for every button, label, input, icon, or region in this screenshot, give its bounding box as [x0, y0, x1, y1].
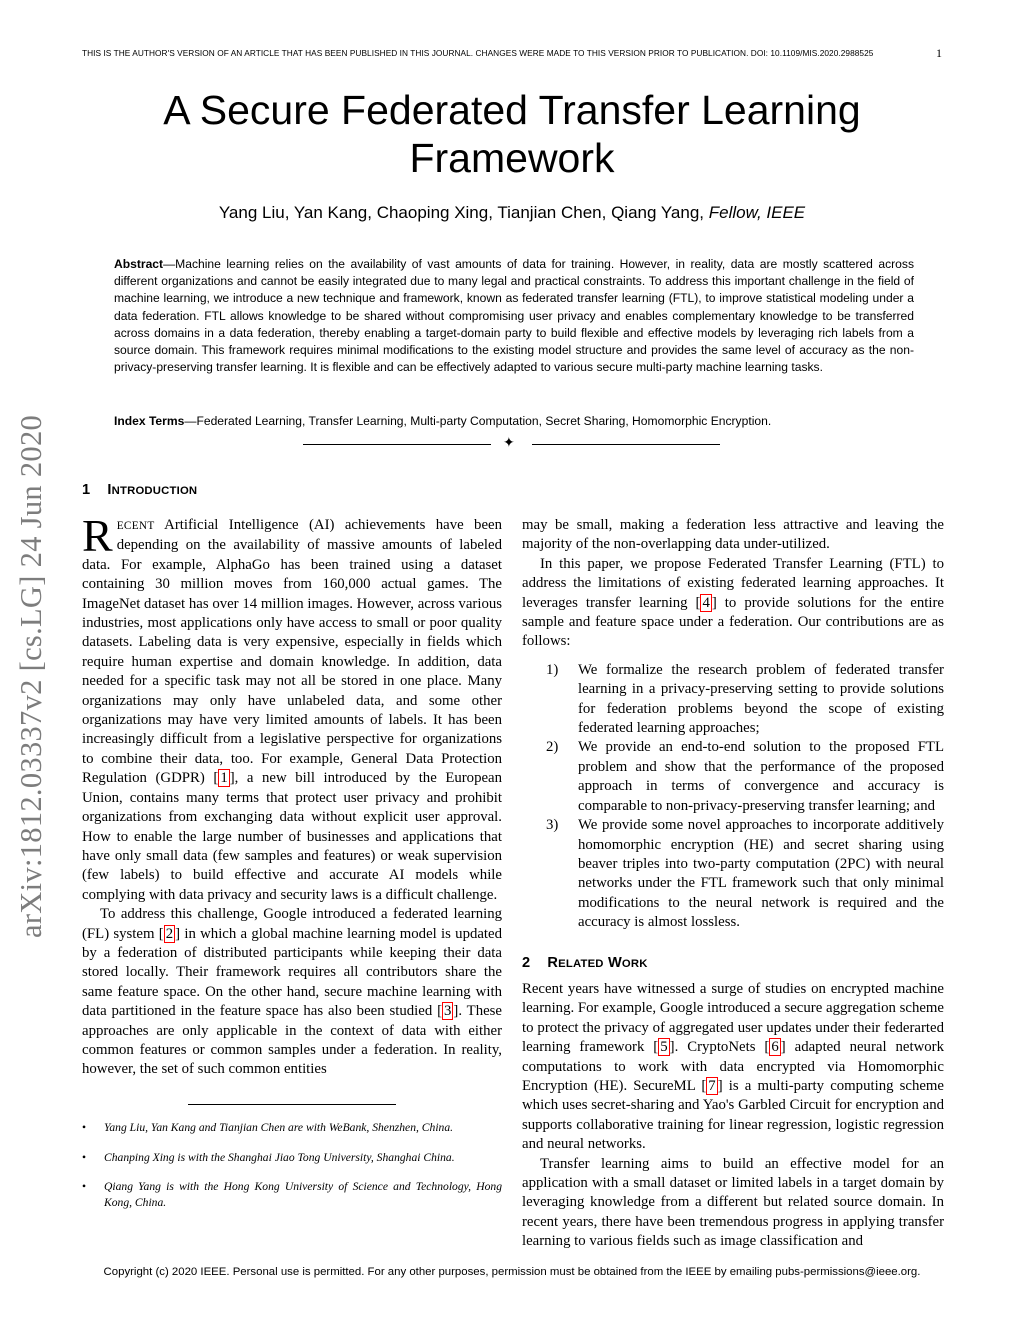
contribution-item: [522, 661, 944, 739]
footnote-text: Chanping Xing is with the Shanghai Jiao Tong University, Shanghai China.: [104, 1150, 455, 1164]
index-terms: [114, 413, 914, 430]
section-2-number: 2: [522, 955, 531, 971]
related-work-text: [522, 980, 944, 1252]
contribution-text: We formalize the research problem of federated transfer learning in a privacy-preserving setting to provide solutions for federation problems beyond the scope of existing federated learning approaches;: [578, 661, 944, 737]
citation-link-4[interactable]: 4: [702, 594, 710, 611]
intro-paragraph-4: In this paper, we propose Federated Transfer Learning (FTL) to address the limitations of existing federated learning approaches. It leverages transfer learning [ 4 ] to provide solutions for the entire sample and feature space under a federation. Our contributions are as follows:: [522, 555, 944, 650]
index-terms-text: —Federated Learning, Transfer Learning, Multi-party Computation, Secret Sharing, Homomorphic Encryption.: [184, 414, 772, 428]
citation-link-3[interactable]: 3: [444, 1003, 452, 1020]
bullet-icon: •: [82, 1150, 87, 1164]
related-p1-text-b: . CryptoNets: [674, 1039, 765, 1056]
related-p1-text-d: is a multi-party computing scheme which uses secret-sharing and Yao's Garbled Circuit for encryption and supports collaborative training for linear regression, logistic regression and neural networks.: [522, 1078, 945, 1153]
intro-paragraph-2: To address this challenge, Google introduced a federated learning (FL) system [ 2 ] in which a global machine learning model is updated by a federation of distributed participants while keeping their data stored locally. Their framework requires all contributors share the same feature space. On the other hand, secure machine learning with data partitioned in the feature space has also been studied [ 3 ]. These approaches are only applicable in the context of data with either common features or common samples under a federation. In reality, however, the set of such common entities: [82, 906, 503, 1078]
intro-paragraph-3: may be small, making a federation less attractive and leaving the majority of the non-overlapping data under-utilized.: [522, 517, 944, 553]
intro-p2-text-c: . These approaches are only applicable in the context of data with either common features or common samples under a federation. In reality, however, the set of such common entities: [82, 1003, 502, 1078]
citation-link-5[interactable]: 5: [660, 1039, 668, 1056]
contribution-number: 3): [546, 817, 559, 834]
paper-title: A Secure Federated Transfer Learning Framework: [163, 87, 861, 181]
citation-link-1[interactable]: 1: [220, 770, 228, 787]
footnote-item: [82, 1179, 502, 1210]
contribution-list: [522, 661, 944, 933]
intro-p1-text-b: , a new bill introduced by the European Union, contains many terms that protect user privacy and prohibit organizations from exchanging data without explicit user approval. How to enable the large number of businesses and applications that have only small data (few samples and features) or weak supervision (few labels) to build effective and accurate AI models while complying with data privacy and security laws is a difficult challenge.: [82, 770, 503, 903]
related-paragraph-1: Recent years have witnessed a surge of studies on encrypted machine learning. For example, Google introduced a secure aggregation scheme to protect the privacy of aggregated user updates under their federarted learning framework [ 5 ]. CryptoNets [ 6 ] adapted neural network computations to work with data encrypted via Homomorphic Encryption (HE). SecureML [ 7 ] is a multi-party computing scheme which uses secret-sharing and Yao's Garbled Circuit for encryption and supports collaborative training for linear regression, logistic regression and neural networks.: [522, 981, 945, 1153]
author-list: [112, 203, 912, 223]
arxiv-identifier: arXiv:1812.03337v2 [cs.LG] 24 Jun 2020: [14, 414, 48, 938]
citation-link-6[interactable]: 6: [771, 1039, 779, 1056]
page-number: 1: [936, 46, 942, 60]
intro-p4-text-a: In this paper, we propose Federated Transfer Learning (FTL) to address the limitations of existing federated learning approaches. It leverages transfer learning: [522, 555, 944, 611]
contribution-number: 1): [546, 661, 559, 678]
section-2-title-rest-2: ORK: [621, 958, 648, 970]
citation-link-2[interactable]: 2: [165, 925, 174, 942]
section-1-first-letter: I: [107, 482, 112, 498]
section-1-heading: [82, 482, 197, 498]
dropcap-rest: ECENT: [116, 520, 155, 532]
abstract: [114, 256, 914, 376]
intro-p4-text-b: to provide solutions for the entire sample and feature space under a federation. Our contributions are as follows:: [522, 594, 944, 650]
left-column: [82, 510, 503, 1080]
related-paragraph-2: Transfer learning aims to build an effective model for an application with a small dataset or limited labels in a target domain by leveraging knowledge from a different but related source domain. In recent years, there have been tremendous progress in applying transfer learning to various fields such as image classification and: [522, 1155, 944, 1250]
separator-diamond-icon: ✦: [503, 436, 515, 451]
citation-link-7[interactable]: 7: [708, 1078, 716, 1095]
contribution-number: 2): [546, 739, 559, 756]
section-2-title-rest-1: ELATED: [558, 958, 604, 970]
index-terms-label: Index Terms: [114, 414, 185, 428]
section-2-heading: [522, 955, 648, 971]
right-column: [522, 516, 944, 933]
abstract-text: —Machine learning relies on the availability of vast amounts of data for training. However, in reality, data are mostly scattered across different organizations and cannot be easily integrated due to many legal and practical constraints. To address this important challenge in the field of machine learning, we introduce a new technique and framework, known as federated transfer learning (FTL), to improve statistical modeling under a data federation. FTL allows knowledge to be shared without compromising user privacy and enables complementary knowledge to be transferred across domains in a data federation, thereby enabling a target-domain party to build flexible and effective models by leveraging rich labels from a source domain. This framework requires minimal modifications to the existing model structure and provides the same level of accuracy as the non-privacy-preserving transfer learning. It is flexible and can be effectively adapted to various secure multi-party machine learning tasks.: [114, 257, 914, 375]
journal-header-note: THIS IS THE AUTHOR'S VERSION OF AN ARTICLE THAT HAS BEEN PUBLISHED IN THIS JOURNAL. CHANGES WERE MADE TO THIS VERSION PRIOR TO PUBLICATION. DOI: 10.1109/MIS.2020.2988525: [82, 48, 874, 58]
bullet-icon: •: [82, 1121, 87, 1134]
section-2-first-letter: R: [547, 955, 559, 971]
copyright-notice: Copyright (c) 2020 IEEE. Personal use is permitted. For any other purposes, permission must be obtained from the IEEE by emailing pubs-permissions@ieee.org.: [103, 1266, 921, 1278]
separator-line-right: [532, 444, 720, 445]
related-p1-text-c: adapted neural network computations to work with data encrypted via Homomorphic Encryption (HE). SecureML: [522, 1039, 944, 1095]
footnote-item: [82, 1120, 502, 1136]
footnote-text: Yang Liu, Yan Kang and Tianjian Chen are with WeBank, Shenzhen, China.: [104, 1121, 454, 1134]
intro-paragraph-1: RECENT Artificial Intelligence (AI) achievements have been depending on the availability of massive amounts of labeled data. For example, AlphaGo has been trained using a dataset containing 30 million moves from 160,000 actual games. The ImageNet dataset has over 14 million images. However, across various industries, most applications only have access to small or poor quality datasets. Labeling data is very expensive, especially in fields which require human expertise and domain knowledge. In addition, data needed for a specific task may not all be stored in one place. Many organizations may only have unlabeled data, and some other organizations may have very limited amounts of labels. It has been increasingly difficult from a legislative perspective for organizations to combine their data, too. For example, General Data Protection Regulation (GDPR) [ 1 ], a new bill introduced by the European Union, contains many terms that protect user privacy and prohibit organizations from exchanging data without explicit user approval. How to enable the large number of businesses and applications that have only small data (few samples and features) or weak supervision (few labels) to build effective and accurate AI models while complying with data privacy and security laws is a difficult challenge.: [82, 510, 503, 903]
dropcap-letter: R: [82, 510, 113, 561]
footnote-text: Qiang Yang is with the Hong Kong University of Science and Technology, Hong Kong, China.: [104, 1180, 502, 1209]
related-p1-text-a: Recent years have witnessed a surge of studies on encrypted machine learning. For example, Google introduced a secure aggregation scheme to protect the privacy of aggregated user updates under their federarted learning framework: [522, 981, 944, 1056]
intro-p1-text: Artificial Intelligence (AI) achievements have been depending on the availability of massive amounts of labeled data. For example, AlphaGo has been trained using a dataset containing 30 million moves from 160,000 actual games. The ImageNet dataset has over 14 million images. However, across various industries, most applications only have access to small or poor quality datasets. Labeling data is very expensive, especially in fields which require human expertise and domain knowledge. In addition, data needed for a specific task may not all be stored in one place. Many organizations may only have unlabeled data, and some other organizations may have very limited amounts of labels. It has been increasingly difficult from a legislative perspective for organizations to combine their data, too. For example, General Data Protection Regulation (GDPR): [82, 517, 502, 787]
intro-p2-text-b: in which a global machine learning model is updated by a federation of distributed participants while keeping their data stored locally. Their framework requires all contributors share the same feature space. On the other hand, secure machine learning with data partitioned in the feature space has also been studied: [82, 925, 503, 1020]
footnote-rule: [188, 1104, 396, 1105]
bullet-icon: •: [82, 1180, 87, 1193]
author-fellow: Fellow, IEEE: [708, 203, 806, 222]
footnote-item: [82, 1150, 502, 1166]
footnotes: [82, 1120, 502, 1224]
arxiv-stamp: [14, 358, 59, 938]
abstract-label: Abstract: [114, 257, 164, 271]
intro-p2-text-a: To address this challenge, Google introduced a federated learning (FL) system: [82, 906, 502, 942]
author-names: Yang Liu, Yan Kang, Chaoping Xing, Tianjian Chen, Qiang Yang,: [218, 203, 705, 222]
section-1-title-rest: NTRODUCTION: [111, 485, 198, 497]
contribution-text: We provide an end-to-end solution to the proposed FTL problem and show that the performance of the proposed approach in terms of convergence and accuracy is comparable to non-privacy-preserving transfer learning; and: [578, 739, 944, 814]
contribution-item: [522, 816, 944, 932]
contribution-item: [522, 738, 944, 816]
section-1-number: 1: [82, 482, 91, 498]
contribution-text: We provide some novel approaches to incorporate additively homomorphic encryption (HE) and secret sharing using beaver triples into two-party computation (2PC) with neural networks under the FTL framework such that only minimal modifications to the neural network is required and the accuracy is almost lossless.: [578, 817, 944, 931]
section-2-second-letter: W: [607, 955, 622, 971]
separator-line-left: [303, 444, 491, 445]
